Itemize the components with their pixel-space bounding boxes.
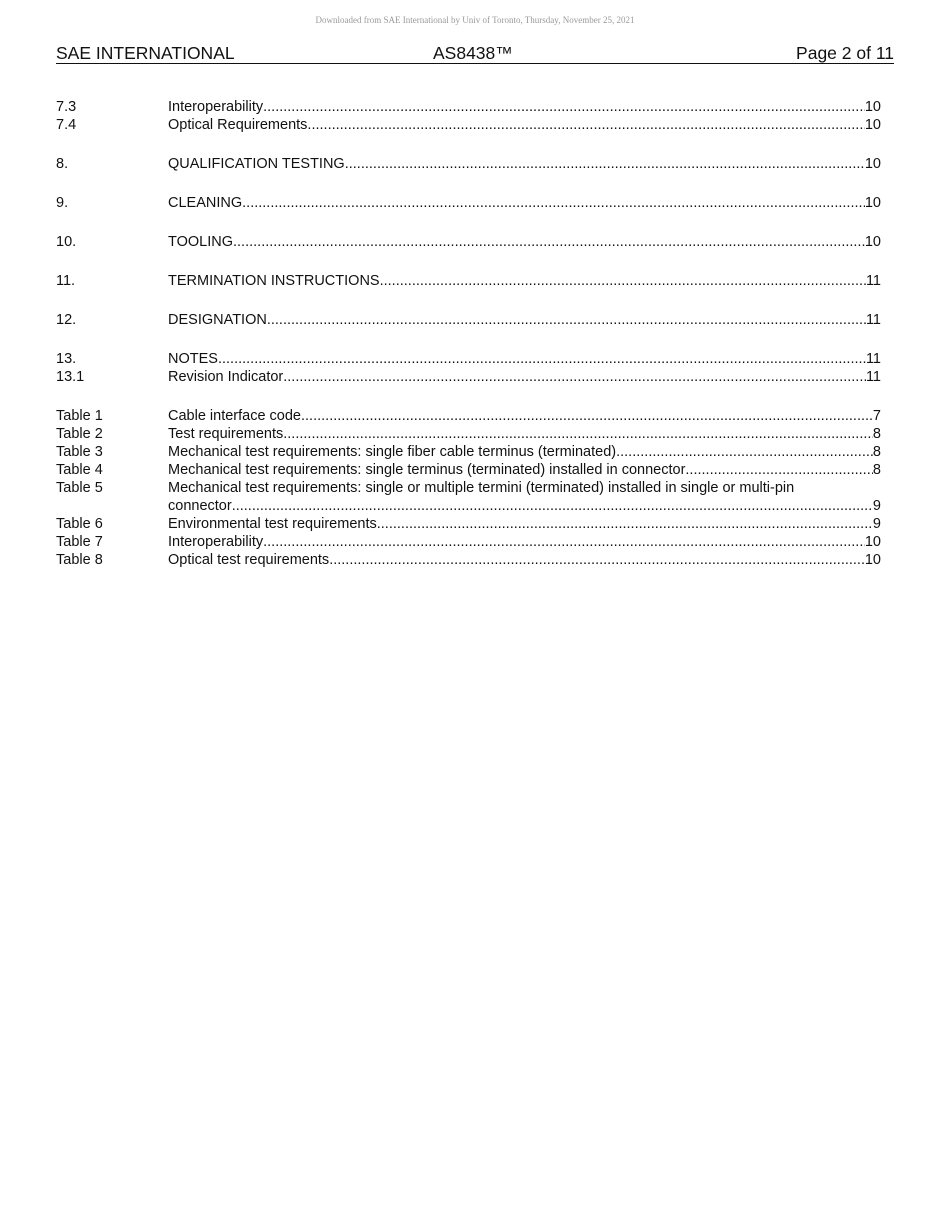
toc-entry-title: NOTES [168, 351, 218, 367]
toc-entry-number: 7.4 [56, 117, 77, 133]
page-header [56, 43, 894, 64]
toc-entry-title: Interoperability [168, 99, 264, 115]
leader-dots [233, 233, 865, 251]
leader-dots [232, 497, 873, 515]
toc-entry-title: TOOLING [168, 234, 233, 250]
table-title: Mechanical test requirements: single terminus (terminated) installed in connector [168, 462, 686, 478]
table-number: Table 2 [56, 426, 103, 442]
toc-entry-number: 13.1 [56, 369, 85, 385]
toc-entry[interactable] [56, 116, 881, 134]
table-number: Table 3 [56, 444, 103, 460]
table-page: 8 [872, 444, 881, 460]
toc-entry-number: 12. [56, 312, 77, 328]
table-title-continued: connector [168, 498, 232, 514]
leader-dots [263, 98, 865, 116]
leader-dots [345, 155, 865, 173]
leader-dots [301, 407, 873, 425]
table-page: 10 [864, 534, 881, 550]
leader-dots [685, 461, 873, 479]
toc-entry-page: 10 [864, 156, 881, 172]
toc-entry-title: DESIGNATION [168, 312, 267, 328]
table-number: Table 6 [56, 516, 103, 532]
leader-dots [307, 116, 864, 134]
leader-dots [263, 533, 865, 551]
toc-entry-page: 11 [865, 351, 881, 367]
toc-entry-page: 11 [865, 273, 881, 289]
toc-entry-number: 8. [56, 156, 69, 172]
toc-entry-page: 10 [864, 234, 881, 250]
list-of-tables-entry[interactable] [56, 479, 881, 515]
table-title: Mechanical test requirements: single or multiple termini (terminated) installed in single or multi-pin [168, 480, 795, 496]
download-watermark: Downloaded from SAE International by Univ of Toronto, Thursday, November 25, 2021 [315, 15, 635, 25]
table-number: Table 7 [56, 534, 103, 550]
toc-entry-title: Revision Indicator [168, 369, 284, 385]
table-page: 9 [872, 516, 881, 532]
toc-entry-page: 10 [864, 195, 881, 211]
leader-dots [267, 311, 866, 329]
leader-dots [283, 368, 866, 386]
toc-entry-page: 10 [864, 117, 881, 133]
toc-entry[interactable] [56, 311, 881, 329]
table-title: Mechanical test requirements: single fiber cable terminus (terminated) [168, 444, 617, 460]
table-title: Test requirements [168, 426, 284, 442]
toc-entry-number: 9. [56, 195, 69, 211]
toc-entry-number: 7.3 [56, 99, 77, 115]
table-title: Interoperability [168, 534, 264, 550]
leader-dots [218, 350, 866, 368]
header-document-number: AS8438™ [433, 43, 513, 63]
table-of-contents [56, 98, 881, 569]
list-of-tables-entry[interactable] [56, 515, 881, 533]
toc-entry-number: 11. [56, 273, 76, 289]
table-title: Optical test requirements [168, 552, 330, 568]
table-title: Environmental test requirements [168, 516, 377, 532]
toc-entry-title: Optical Requirements [168, 117, 308, 133]
list-of-tables-entry[interactable] [56, 443, 881, 461]
toc-entry-title: CLEANING [168, 195, 243, 211]
toc-entry-page: 11 [865, 312, 881, 328]
leader-dots [616, 443, 873, 461]
toc-entry-title: QUALIFICATION TESTING [168, 156, 345, 172]
toc-entry[interactable] [56, 272, 881, 290]
toc-entry[interactable] [56, 98, 881, 116]
list-of-tables-entry[interactable] [56, 407, 881, 425]
toc-entry[interactable] [56, 233, 881, 251]
header-organization: SAE INTERNATIONAL [56, 43, 235, 63]
leader-dots [242, 194, 865, 212]
leader-dots [377, 515, 873, 533]
toc-entry[interactable] [56, 368, 881, 386]
table-number: Table 5 [56, 480, 103, 496]
toc-entry-page: 10 [864, 99, 881, 115]
toc-entry[interactable] [56, 155, 881, 173]
leader-dots [380, 272, 866, 290]
list-of-tables-entry[interactable] [56, 551, 881, 569]
table-number: Table 1 [56, 408, 103, 424]
table-page: 8 [872, 426, 881, 442]
toc-entry-number: 13. [56, 351, 77, 367]
table-page: 7 [872, 408, 881, 424]
list-of-tables-entry[interactable] [56, 533, 881, 551]
table-page: 9 [872, 498, 881, 514]
leader-dots [329, 551, 865, 569]
toc-entry-title: TERMINATION INSTRUCTIONS [168, 273, 380, 289]
list-of-tables-entry[interactable] [56, 461, 881, 479]
header-page-number: Page 2 of 11 [796, 43, 894, 63]
toc-entry-number: 10. [56, 234, 77, 250]
table-page: 10 [864, 552, 881, 568]
table-page: 8 [872, 462, 881, 478]
toc-entry-page: 11 [865, 369, 881, 385]
table-number: Table 4 [56, 462, 103, 478]
table-title: Cable interface code [168, 408, 301, 424]
leader-dots [283, 425, 873, 443]
toc-entry[interactable] [56, 194, 881, 212]
table-number: Table 8 [56, 552, 103, 568]
list-of-tables-entry[interactable] [56, 425, 881, 443]
toc-entry[interactable] [56, 350, 881, 368]
